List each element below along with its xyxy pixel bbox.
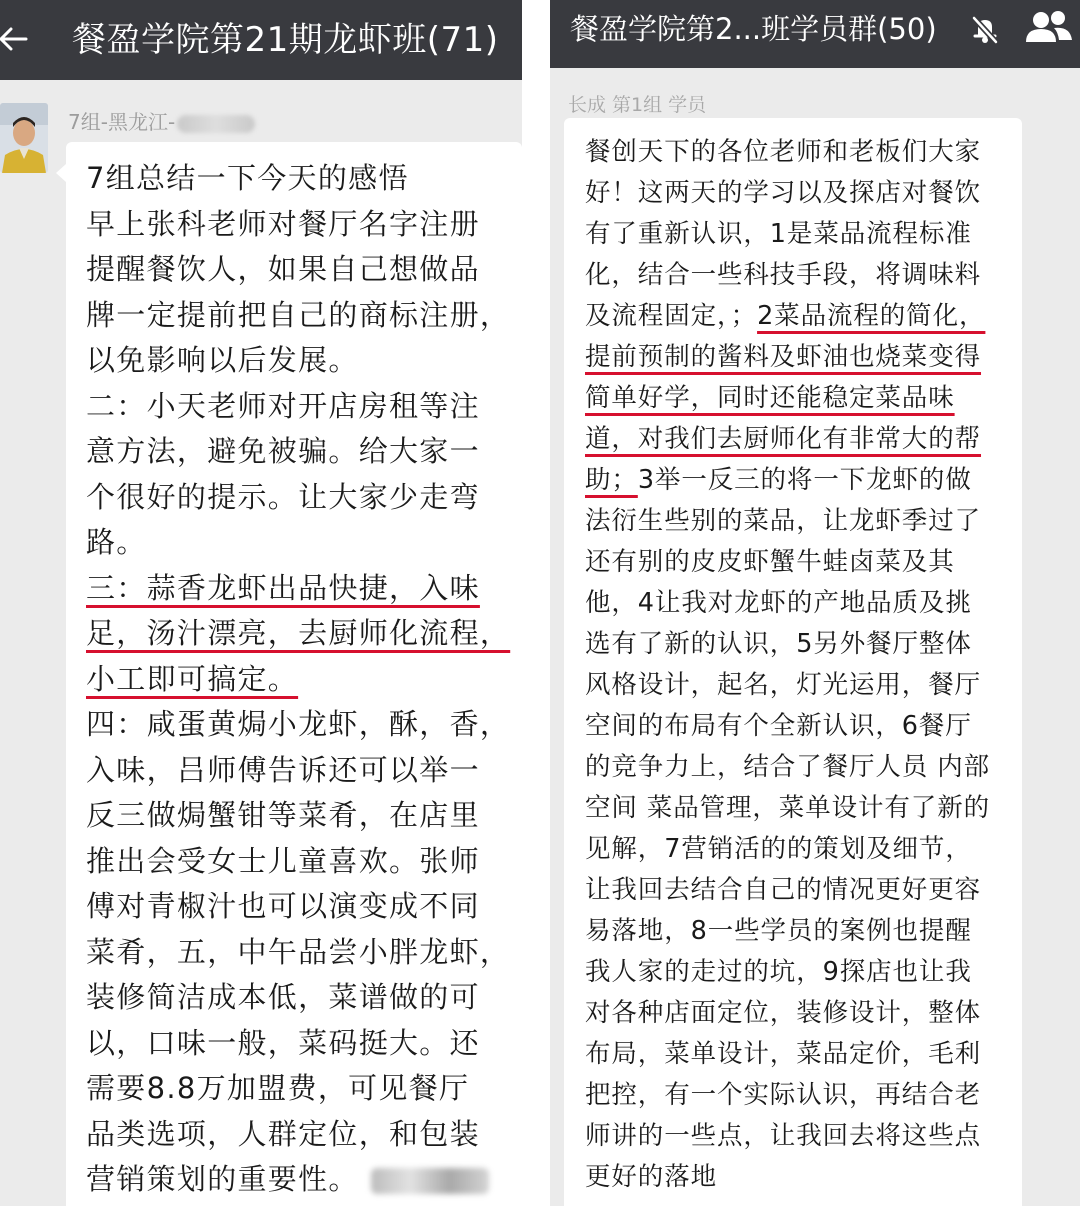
message-text: 空间的布局有个全新认识，6餐厅 <box>585 711 972 741</box>
message-line <box>86 520 522 566</box>
message-text: 化，结合一些科技手段，将调味料 <box>585 260 982 290</box>
message-line <box>585 829 1022 870</box>
message-line <box>585 870 1022 911</box>
message-text: 7组总结一下今天的感悟 <box>86 161 409 195</box>
message-line <box>86 748 522 794</box>
message-line <box>86 293 522 339</box>
message-text: 对各种店面定位，装修设计，整体 <box>585 998 982 1028</box>
message-line <box>86 1021 522 1067</box>
message-bubble[interactable] <box>66 142 522 1206</box>
message-text: 布局，菜单设计，菜品定价，毛利 <box>585 1039 982 1069</box>
message-line <box>86 247 522 293</box>
message-line <box>86 429 522 475</box>
message-line <box>585 583 1022 624</box>
message-text: 营销策划的重要性。 <box>86 1162 359 1196</box>
right-chat-window <box>550 0 1080 1206</box>
message-line <box>585 296 1022 337</box>
avatar-photo <box>0 103 48 173</box>
message-text: 把控，有一个实际认识，再结合老 <box>585 1080 982 1110</box>
message-text: 菜肴，五，中午品尝小胖龙虾， <box>86 934 511 969</box>
message-line <box>86 156 522 202</box>
message-text: 好！这两天的学习以及探店对餐饮 <box>585 178 982 208</box>
left-chat-window <box>0 0 522 1206</box>
message-line <box>86 884 522 930</box>
message-line <box>86 1157 522 1203</box>
message-line <box>86 202 522 248</box>
message-bubble[interactable] <box>564 118 1022 1206</box>
message-line <box>585 624 1022 665</box>
left-chat-title: 餐盈学院第21期龙虾班(71) <box>72 20 499 60</box>
right-chat-title: 餐盈学院第2...班学员群(50) <box>570 12 937 46</box>
message-text: 品类选项，人群定位，和包装 <box>86 1116 480 1151</box>
left-title-bar <box>0 0 522 80</box>
underlined-segment: 助； <box>585 465 638 495</box>
message-line <box>585 993 1022 1034</box>
message-text: 他，4让我对龙虾的产地品质及挑 <box>585 588 972 618</box>
message-line <box>585 214 1022 255</box>
back-arrow-icon[interactable] <box>0 22 30 56</box>
message-text: 反三做焗蟹钳等菜肴，在店里 <box>86 798 480 832</box>
message-line <box>585 419 1022 460</box>
sender-name: 长成 第1组 学员 <box>568 94 707 116</box>
message-line <box>86 657 522 703</box>
message-line <box>585 378 1022 419</box>
avatar[interactable] <box>0 103 48 173</box>
message-line <box>585 255 1022 296</box>
message-text: 及流程固定，； <box>585 301 758 331</box>
message-line <box>86 1112 522 1158</box>
message-text: 傅对青椒汁也可以演变成不同 <box>86 889 480 923</box>
message-text: 法衍生些别的菜品，让龙虾季过了 <box>585 506 982 536</box>
message-line <box>86 930 522 976</box>
message-line <box>585 1075 1022 1116</box>
message-text: 3举一反三的将一下龙虾的做 <box>637 465 972 495</box>
message-text: 二：小天老师对开店房租等注 <box>86 388 480 423</box>
message-text: 以，口味一般，菜码挺大。还 <box>86 1025 480 1060</box>
underlined-segment: 2菜品流程的简化， <box>757 301 986 331</box>
message-line <box>86 566 522 612</box>
message-line <box>585 1157 1022 1198</box>
message-text: 让我回去结合自己的情况更好更容 <box>585 875 982 905</box>
message-line <box>86 611 522 657</box>
message-line <box>585 911 1022 952</box>
message-line <box>86 384 522 430</box>
message-text: 四：咸蛋黄焗小龙虾，酥，香， <box>86 707 511 741</box>
message-text: 选有了新的认识，5另外餐厅整体 <box>585 629 972 659</box>
group-members-icon[interactable] <box>1024 8 1074 46</box>
message-text: 风格设计，起名，灯光运用，餐厅 <box>585 670 982 700</box>
message-line <box>86 702 522 748</box>
message-text: 有了重新认识，1是菜品流程标准 <box>585 219 972 249</box>
message-text: 还有别的皮皮虾蟹牛蛙卤菜及其 <box>585 547 955 577</box>
message-text: 个很好的提示。让大家少走弯 <box>86 479 480 514</box>
right-title-bar <box>550 0 1080 68</box>
message-text: 师讲的一些点，让我回去将这些点 <box>585 1121 982 1151</box>
message-text: 早上张科老师对餐厅名字注册 <box>86 206 480 241</box>
message-line <box>585 460 1022 501</box>
message-text: 见解，7营销活的的策划及细节， <box>585 834 972 864</box>
message-line <box>86 839 522 885</box>
message-line <box>86 793 522 839</box>
message-line <box>86 1066 522 1112</box>
message-text: 装修简洁成本低，菜谱做的可 <box>86 980 480 1014</box>
message-line <box>585 1034 1022 1075</box>
blurred-name-redaction <box>177 115 255 133</box>
underlined-segment: 提前预制的酱料及虾油也烧菜变得 <box>585 342 982 372</box>
message-line <box>86 338 522 384</box>
message-text: 易落地，8一些学员的案例也提醒 <box>585 916 972 946</box>
blurred-signature <box>371 1168 489 1194</box>
message-line <box>86 475 522 521</box>
message-text: 提醒餐饮人，如果自己想做品 <box>86 252 480 286</box>
message-line <box>585 132 1022 173</box>
message-text: 推出会受女士儿童喜欢。张师 <box>86 843 480 878</box>
message-text: 需要8.8万加盟费，可见餐厅 <box>86 1071 470 1105</box>
message-line <box>585 706 1022 747</box>
message-text: 牌一定提前把自己的商标注册， <box>86 297 511 332</box>
message-text: 小工即可搞定。 <box>86 661 299 696</box>
message-line <box>585 747 1022 788</box>
underlined-segment: 道，对我们去厨师化有非常大的帮 <box>585 424 982 454</box>
message-text: 我人家的走过的坑，9探店也让我 <box>585 957 972 987</box>
message-line <box>585 952 1022 993</box>
message-text: 入味，吕师傅告诉还可以举一 <box>86 752 480 787</box>
message-line <box>585 337 1022 378</box>
message-line <box>585 501 1022 542</box>
message-text: 以免影响以后发展。 <box>86 343 359 377</box>
message-line <box>585 788 1022 829</box>
sender-name <box>68 106 255 135</box>
message-text: 足，汤汁漂亮，去厨师化流程， <box>86 616 511 650</box>
message-line <box>86 975 522 1021</box>
message-text: 空间 菜品管理，菜单设计有了新的 <box>585 793 991 823</box>
underlined-segment: 简单好学，同时还能稳定菜品味 <box>585 383 955 413</box>
message-line <box>585 1116 1022 1157</box>
message-text: 三：蒜香龙虾出品快捷，入味 <box>86 570 480 605</box>
message-line <box>585 173 1022 214</box>
message-text: 的竞争力上，结合了餐厅人员 内部 <box>585 752 991 782</box>
message-line <box>585 665 1022 706</box>
mute-bell-icon <box>968 12 1002 46</box>
message-line <box>585 542 1022 583</box>
message-text: 餐创天下的各位老师和老板们大家 <box>585 137 982 167</box>
message-text: 更好的落地 <box>585 1162 718 1192</box>
message-text: 路。 <box>86 525 147 559</box>
message-text: 意方法，避免被骗。给大家一 <box>86 434 480 468</box>
sender-name-text: 7组-黑龙江- <box>68 110 176 134</box>
